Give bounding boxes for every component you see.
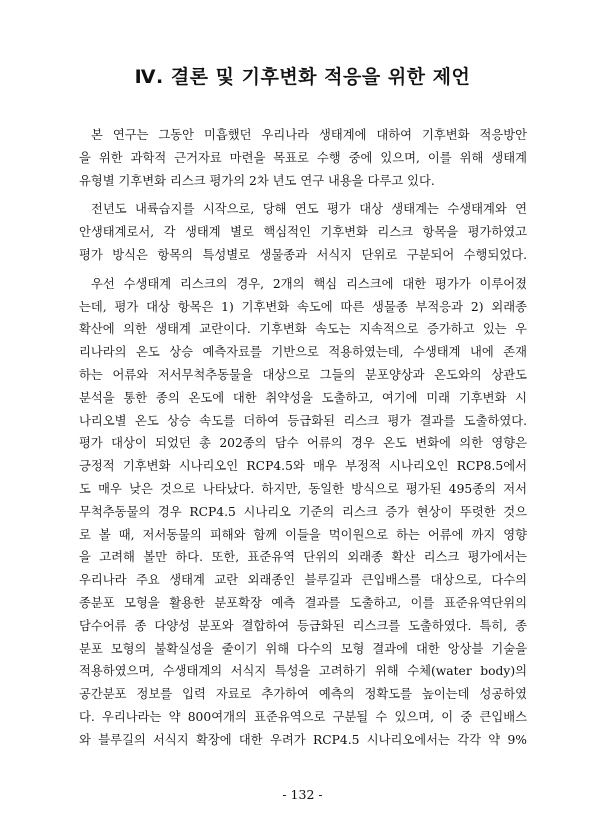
text-line: 공간분포 정보를 입력 자료로 추가하여 예측의 정확도를 높이는데 성공하였: [79, 687, 527, 702]
text-line: 전년도 내륙습지를 시작으로, 당해 연도 평가 대상 생태계는 수생태계와 연: [91, 202, 527, 217]
text-line: 을 위한 과학적 근거자료 마련을 목표로 수행 중에 있으며, 이를 위해 생태계: [79, 150, 527, 165]
text-line: 하는 어류와 저서무척추동물을 대상으로 그들의 분포양상과 온도와의 상관도: [79, 367, 527, 382]
text-line: 는데, 평가 대상 항목은 1) 기후변화 속도에 따른 생물종 부적응과 2) 외래종: [79, 299, 527, 314]
text-line: 도 매우 낮은 것으로 나타났다. 하지만, 동일한 방식으로 평가된 495종의 저서: [79, 481, 527, 496]
paragraph-2: [79, 198, 527, 266]
section-title: Ⅳ. 결론 및 기후변화 적응을 위한 제언: [134, 66, 471, 88]
text-line: 본 연구는 그동안 미흡했던 우리나라 생태계에 대하여 기후변화 적응방안: [91, 128, 527, 142]
text-line: 유형별 기후변화 리스크 평가의 2차 년도 연구 내용을 다루고 있다.: [79, 173, 435, 188]
text-line: 분포 모형의 불확실성을 줄이기 위해 다수의 모형 결과에 대한 앙상블 기술을: [79, 641, 527, 656]
paragraph-1: [79, 124, 527, 192]
text-line: 적용하였으며, 수생태계의 서식지 특성을 고려하기 위해 수체(water body)의: [79, 664, 527, 679]
text-line: 을 고려해 볼만 하다. 또한, 표준유역 단위의 외래종 확산 리스크 평가에서는: [79, 550, 527, 565]
text-line: 무척추동물의 경우 RCP4.5 시나리오 기준의 리스크 증가 현상이 뚜렷한 것으: [79, 504, 527, 519]
text-line: 리나라의 온도 상승 예측자료를 기반으로 적용하였는데, 수생태계 내에 존재: [79, 345, 527, 360]
text-line: 담수어류 종 다양성 분포와 결합하여 등급화된 리스크를 도출하였다. 특히, 종: [79, 618, 527, 633]
text-line: 나리오별 온도 상승 속도를 더하여 등급화된 리스크 평가 결과를 도출하였다.: [79, 413, 527, 428]
text-line: 우선 수생태계 리스크의 경우, 2개의 핵심 리스크에 대한 평가가 이루어졌: [91, 276, 527, 291]
text-line: 평가 방식은 항목의 특성별로 생물종과 서식지 단위로 구분되어 수행되었다.: [79, 247, 527, 262]
text-line: 종분포 모형을 활용한 분포확장 예측 결과를 도출하고, 이를 표준유역단위의: [79, 595, 527, 610]
text-line: 로 볼 때, 저서동물의 피해와 함께 이들을 먹이원으로 하는 어류에 까지 영향: [79, 527, 527, 542]
text-line: 분석을 통한 종의 온도에 대한 취약성을 도출하고, 여기에 미래 기후변화 시: [79, 390, 527, 405]
text-line: 긍정적 기후변화 시나리오인 RCP4.5와 매우 부정적 시나리오인 RCP8.5에서: [79, 459, 527, 474]
text-line: 안생태계로서, 각 생태계 별로 핵심적인 기후변화 리스크 항목을 평가하였고: [79, 225, 527, 240]
page-number: - 132 -: [282, 787, 323, 802]
body-text: [79, 124, 527, 758]
text-line: 우리나라 주요 생태계 교란 외래종인 블루길과 큰입배스를 대상으로, 다수의: [79, 573, 527, 588]
text-line: 확산에 의한 생태계 교란이다. 기후변화 속도는 지속적으로 증가하고 있는 우: [79, 322, 527, 337]
text-line: 와 블루길의 서식지 확장에 대한 우려가 RCP4.5 시나리오에서는 각각 약 9%: [79, 732, 527, 747]
text-line: 다. 우리나라는 약 800여개의 표준유역으로 구분될 수 있으며, 이 중 큰입배스: [79, 709, 527, 724]
text-line: 평가 대상이 되었던 총 202종의 담수 어류의 경우 온도 변화에 의한 영향은: [79, 436, 527, 451]
paragraph-3: [79, 273, 527, 752]
